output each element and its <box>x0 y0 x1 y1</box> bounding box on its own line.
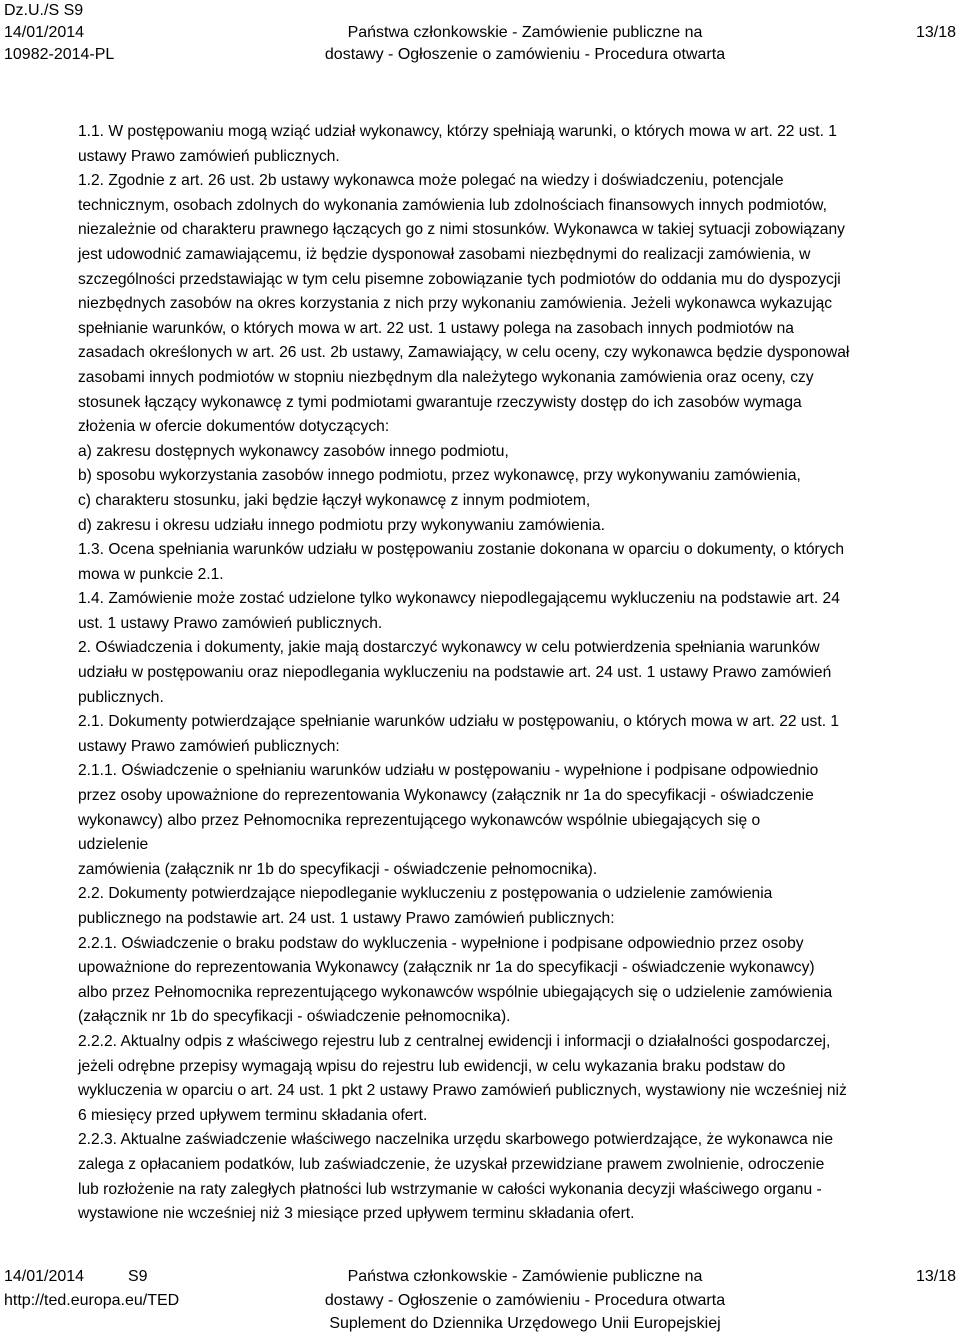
body-line: technicznym, osobach zdolnych do wykonania zamówienia lub zdolnościach finansowych innych podmiotów, <box>78 196 827 214</box>
body-line: 2.2.3. Aktualne zaświadczenie właściwego naczelnika urzędu skarbowego potwierdzające, że wykonawca nie <box>78 1131 833 1149</box>
body-line: publicznego na podstawie art. 24 ust. 1 ustawy Prawo zamówień publicznych: <box>78 910 615 927</box>
footer-series: S9 <box>128 1268 148 1285</box>
body-line: zasobami innych podmiotów w stopniu niezbędnym dla należytego wykonania zamówienia oraz oceny, czy <box>78 368 814 386</box>
header-title-line2: dostawy - Ogłoszenie o zamówieniu - Procedura otwarta <box>324 46 726 63</box>
body-line: 2.2. Dokumenty potwierdzające niepodleganie wykluczeniu z postępowania o udzielenie zamówienia <box>78 885 773 903</box>
body-line: 2.1. Dokumenty potwierdzające spełnianie warunków udziału w postępowaniu, o których mowa w art. 22 ust. 1 <box>78 713 840 731</box>
document-body <box>78 120 958 1227</box>
footer-date: 14/01/2014 <box>4 1268 85 1285</box>
body-line: albo przez Pełnomocnika reprezentującego wykonawców wspólnie ubiegających się o udzielenie zamówienia <box>78 983 833 1001</box>
body-line: zamówienia (załącznik nr 1b do specyfikacji - oświadczenie pełnomocnika). <box>78 860 598 878</box>
page-header-left <box>4 0 114 66</box>
body-line: upoważnione do reprezentowania Wykonawcy (załącznik nr 1a do specyfikacji - oświadczenie wykonawcy) <box>78 959 815 977</box>
body-line: d) zakresu i okresu udziału innego podmiotu przy wykonywaniu zamówienia. <box>78 516 605 534</box>
footer-title-line1: Państwa członkowskie - Zamówienie publiczne na <box>347 1268 703 1285</box>
footer-title-line2: dostawy - Ogłoszenie o zamówieniu - Procedura otwarta <box>324 1292 726 1309</box>
body-line: wystawione nie wcześniej niż 3 miesiące przed upływem terminu składania ofert. <box>78 1205 635 1223</box>
body-line: ustawy Prawo zamówień publicznych. <box>78 147 340 165</box>
body-line: zalega z opłacaniem podatków, lub zaświadczenie, że uzyskał przewidziane prawem zwolnienie, odroczenie <box>78 1155 825 1173</box>
body-line: wykluczenia w oparciu o art. 24 ust. 1 pkt 2 ustawy Prawo zamówień publicznych, wystawiony nie wcześniej niż <box>78 1082 847 1100</box>
body-line: 6 miesięcy przed upływem terminu składania ofert. <box>78 1106 428 1124</box>
journal-reference: Dz.U./S S9 <box>4 2 84 19</box>
header-page-number: 13/18 <box>915 24 956 41</box>
header-date: 14/01/2014 <box>4 24 85 41</box>
body-line: 2.1.1. Oświadczenie o spełnianiu warunków udziału w postępowaniu - wypełnione i podpisane odpowiednio <box>78 762 819 780</box>
body-line: spełnianie warunków, o których mowa w art. 22 ust. 1 ustawy polega na zasobach innych podmiotów na <box>78 319 794 337</box>
body-line: ust. 1 ustawy Prawo zamówień publicznych. <box>78 614 383 632</box>
body-line: złożenia w ofercie dokumentów dotyczących: <box>78 418 390 436</box>
body-line: szczególności przedstawiając w tym celu pisemne zobowiązanie tych podmiotów do oddania mu do dyspozycji <box>78 270 841 288</box>
footer-url: http://ted.europa.eu/TED <box>4 1292 180 1309</box>
body-line: wykonawcy) albo przez Pełnomocnika reprezentującego wykonawców wspólnie ubiegających się o <box>78 811 761 829</box>
body-line: lub rozłożenie na raty zaległych płatności lub wstrzymanie w całości wykonania decyzji właściwego organu - <box>78 1180 822 1198</box>
body-line: 2.2.2. Aktualny odpis z właściwego rejestru lub z centralnej ewidencji i informacji o działalności gospodarczej, <box>78 1032 831 1050</box>
body-line: c) charakteru stosunku, jaki będzie łączył wykonawcę z innym podmiotem, <box>78 491 591 509</box>
body-line: (załącznik nr 1b do specyfikacji - oświadczenie pełnomocnika). <box>78 1008 511 1026</box>
body-line: 1.2. Zgodnie z art. 26 ust. 2b ustawy wykonawca może polegać na wiedzy i doświadczeniu, potencjale <box>78 172 784 190</box>
body-line: stosunek łączący wykonawcę z tymi podmiotami gwarantuje rzeczywisty dostęp do ich zasobów wymaga <box>78 393 802 411</box>
body-line: ustawy Prawo zamówień publicznych: <box>78 737 340 755</box>
body-line: udzielenie <box>78 836 149 854</box>
body-line: niezależnie od charakteru prawnego łączących go z nimi stosunków. Wykonawca w takiej sytuacji zobowiązany <box>78 221 845 239</box>
body-line: b) sposobu wykorzystania zasobów innego podmiotu, przez wykonawcę, przy wykonywaniu zamówienia, <box>78 467 801 485</box>
body-line: przez osoby upoważnione do reprezentowania Wykonawcy (załącznik nr 1a do specyfikacji - oświadczenie <box>78 787 814 805</box>
body-line: zasadach określonych w art. 26 ust. 2b ustawy, Zamawiający, w celu oceny, czy wykonawca będzie dysponował <box>78 344 850 362</box>
body-line: publicznych. <box>78 688 164 706</box>
body-line: 2. Oświadczenia i dokumenty, jakie mają dostarczyć wykonawcy w celu potwierdzenia spełniania warunków <box>78 639 820 657</box>
body-line: a) zakresu dostępnych wykonawcy zasobów innego podmiotu, <box>78 442 509 460</box>
footer-page-number: 13/18 <box>915 1268 956 1285</box>
body-line: 1.3. Ocena spełniania warunków udziału w postępowaniu zostanie dokonana w oparciu o dokumenty, o których <box>78 541 844 559</box>
header-title-line1: Państwa członkowskie - Zamówienie publiczne na <box>347 24 703 41</box>
body-line: niezbędnych zasobów na okres korzystania z nich przy wykonaniu zamówienia. Jeżeli wykonawca wykazując <box>78 295 833 313</box>
body-line: mowa w punkcie 2.1. <box>78 565 224 583</box>
body-line: jeżeli odrębne przepisy wymagają wpisu do rejestru lub ewidencji, w celu wykazania braku podstaw do <box>78 1057 786 1075</box>
body-line: udziału w postępowaniu oraz niepodlegania wykluczeniu na podstawie art. 24 ust. 1 ustawy Prawo zamówień <box>78 664 832 682</box>
notice-number: 10982-2014-PL <box>4 46 115 63</box>
body-line: 2.2.1. Oświadczenie o braku podstaw do wykluczenia - wypełnione i podpisane odpowiednio przez osoby <box>78 934 804 952</box>
body-line: jest udowodnić zamawiającemu, iż będzie dysponował zasobami niezbędnymi do realizacji zamówienia, w <box>78 245 811 263</box>
body-line: 1.1. W postępowaniu mogą wziąć udział wykonawcy, którzy spełniają warunki, o których mowa w art. 22 ust. 1 <box>78 123 837 140</box>
body-line: 1.4. Zamówienie może zostać udzielone tylko wykonawcy niepodlegającemu wykluczeniu na podstawie art. 24 <box>78 590 840 608</box>
footer-title-line3: Suplement do Dziennika Urzędowego Unii Europejskiej <box>329 1315 721 1332</box>
